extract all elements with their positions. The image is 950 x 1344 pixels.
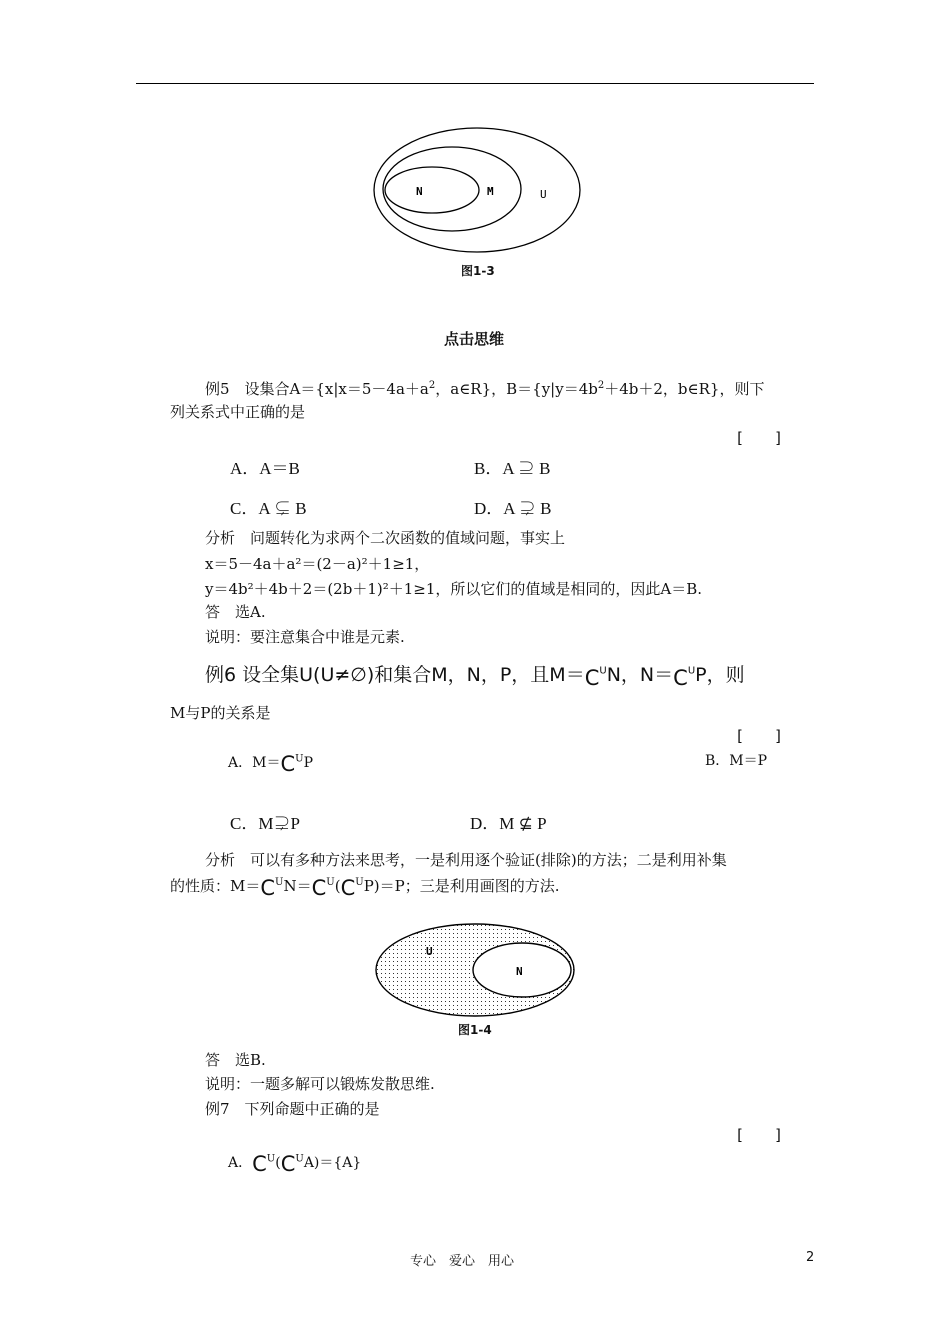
ex7-option-a: A．$C^U(C^UA)=\{A\}$ xyxy=(228,1152,362,1176)
ex6-analysis-line1: 分析 可以有多种方法来思考，一是利用逐个验证(排除)的方法；二是利用补集 xyxy=(205,851,727,869)
set-label-m: M xyxy=(487,185,494,198)
ex5-answer: 答 选A. xyxy=(205,603,266,621)
complement-symbol: C xyxy=(252,1152,267,1176)
ex6-note: 说明：一题多解可以锻炼发散思维. xyxy=(205,1075,435,1093)
ex5-analysis-line2: x＝5－4a＋a²＝(2－a)²＋1≥1， xyxy=(205,555,430,573)
complement-symbol: C xyxy=(280,1152,296,1176)
ex5-question-line1: 例5 设集合$A=\{x|x=5-4a+a^2$，a∈R}，$B=\{y|y=4b^2+4b+2$，b∈R}，则下 xyxy=(205,380,765,398)
proper-superset-symbol: ⊋ xyxy=(273,814,291,833)
set-label-u: U xyxy=(426,945,433,958)
ex6-question-line2: M与P的关系是 xyxy=(170,704,271,722)
set-label-n: N xyxy=(516,965,523,978)
ex6-option-b: B．M＝P xyxy=(705,753,768,769)
ex6-answer: 答 选B. xyxy=(205,1051,266,1069)
ex5-option-a: A．A＝B xyxy=(230,459,300,478)
ex5-analysis-line3: y＝4b²＋4b＋2＝(2b＋1)²＋1≥1，所以它们的值域是相同的，因此A＝B. xyxy=(205,580,703,598)
complement-symbol: C xyxy=(280,752,296,776)
page-number: 2 xyxy=(806,1250,815,1265)
ex6-title: 例6 设全集U(U≠∅)和集合M，N，P，且$M=C^UN$，$N=C^UP$，则 xyxy=(205,664,745,690)
complement-symbol: C xyxy=(584,666,600,690)
proper-subset-symbol: ⊊ xyxy=(273,499,291,518)
proper-superset-symbol: ⊋ xyxy=(518,499,536,518)
ex5-option-d: D．A ⊋ B xyxy=(474,499,552,518)
ex6-analysis-line2: 的性质：$M=C^UN=C^U(C^UP)=P$；三是利用画图的方法. xyxy=(170,876,560,900)
ex7-answer-bracket: [ ] xyxy=(735,1126,784,1144)
ex5-analysis-line1: 分析 问题转化为求两个二次函数的值域问题，事实上 xyxy=(205,529,566,547)
ex5-note: 说明：要注意集合中谁是元素. xyxy=(205,628,405,646)
ex6-answer-bracket: [ ] xyxy=(735,727,784,745)
ex6-option-a: A．$M=C^UP$ xyxy=(228,752,313,776)
complement-symbol: C xyxy=(673,666,688,690)
complement-symbol: C xyxy=(340,876,356,900)
ex5-option-c: C．A ⊊ B xyxy=(230,499,307,518)
figure-caption-1-4: 图1-4 xyxy=(458,1023,492,1037)
complement-symbol: C xyxy=(260,876,276,900)
header-rule xyxy=(136,83,814,84)
ex7-title: 例7 下列命题中正确的是 xyxy=(205,1100,380,1118)
complement-symbol: C xyxy=(311,876,327,900)
ex5-question-line2: 列关系式中正确的是 xyxy=(170,403,306,421)
ex6-option-d: D．M ⊈ P xyxy=(470,814,547,833)
section-heading: 点击思维 xyxy=(444,330,505,348)
ex5-option-b: B．A ⊇ B xyxy=(474,459,551,478)
set-label-u: U xyxy=(540,188,547,201)
footer-motto: 专心 爱心 用心 xyxy=(410,1254,515,1269)
ex5-answer-bracket: [ ] xyxy=(735,429,784,447)
ex6-option-c: C．M⊋P xyxy=(230,814,300,833)
figure-caption-1-3: 图1-3 xyxy=(461,264,495,278)
set-label-n: N xyxy=(416,185,423,198)
venn-diagram-1-4 xyxy=(372,920,578,1024)
